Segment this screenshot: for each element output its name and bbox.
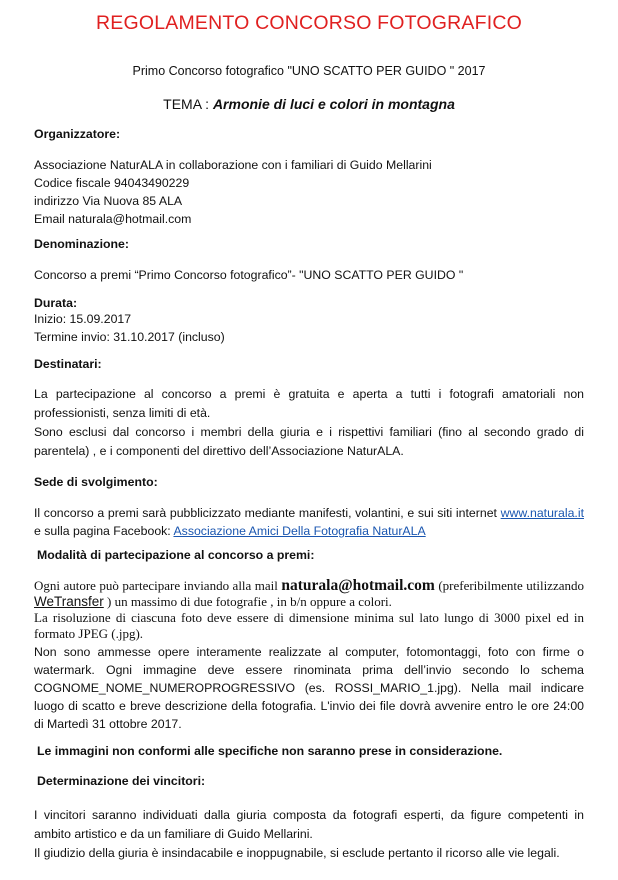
document-subtitle: Primo Concorso fotografico "UNO SCATTO PER GUIDO " 2017 [132,64,486,78]
duration-end: Termine invio: 31.10.2017 (incluso) [34,330,225,344]
winners-paragraph: I vincitori saranno individuati dalla giuria composta da fotografi esperti, da figure competenti in ambito artistico e da un familiare di Guido Mellarini. [34,808,584,841]
venue-heading: Sede di svolgimento: [34,475,158,489]
participation-paragraph [34,578,584,610]
document-title: REGOLAMENTO CONCORSO FOTOGRAFICO [95,12,523,34]
participation-rules: Non sono ammesse opere interamente realizzate al computer, fotomontaggi, foto con firme o watermark. Ogni immagine deve essere rinominata prima dell’invio secondo lo schema COGNOME_NOME_NUMEROPROGRESSIVO (es. ROSSI_MARIO_1.jpg). Nella mail indicare luogo di scatto e breve descrizione della fotografia. L'invio dei file dovrà avvenire entro le ore 24:00 di Martedì 31 ottobre 2017. [34,645,584,731]
duration-details [34,310,225,346]
recipients-paragraph: Sono esclusi dal concorso i membri della giuria e i rispettivi familiari (fino al secondo grado di parentela) , e i componenti del direttivo dell’Associazione NaturALA. [34,425,584,458]
recipients-paragraph: La partecipazione al concorso a premi è gratuita e aperta a tutti i fotografi amatoriali non professionisti, senza limiti di età. [34,387,584,420]
facebook-page-link[interactable]: Associazione Amici Della Fotografia NaturALA [173,524,426,538]
duration-start: Inizio: 15.09.2017 [34,312,132,326]
organizer-line: Associazione NaturALA in collaborazione con i familiari di Guido Mellarini [34,158,432,172]
winners-paragraph: Il giudizio della giuria è insindacabile e inoppugnabile, si esclude pertanto il ricorso alle vie legali. [34,846,560,860]
theme-value: Armonie di luci e colori in montagna [212,96,455,112]
denomination-heading: Denominazione: [34,237,129,251]
winners-text [34,806,584,863]
participation-text-mid: (preferibilmente utilizzando [434,578,584,593]
venue-text-mid: e sulla pagina Facebook: [34,524,174,538]
theme-label: TEMA : [163,96,213,112]
organizer-line: Codice fiscale 94043490229 [34,176,190,190]
participation-text-end: ) un massimo di due fotografie , in b/n oppure a colori. [103,594,392,609]
duration-heading: Durata: [34,296,78,310]
compliance-notice: Le immagini non conformi alle specifiche non saranno prese in considerazione. [37,744,503,758]
organizer-line: indirizzo Via Nuova 85 ALA [34,194,183,208]
wetransfer-text: WeTransfer [34,594,104,609]
website-link[interactable]: www.naturala.it [500,506,584,520]
denomination-text: Concorso a premi “Primo Concorso fotografico”- "UNO SCATTO PER GUIDO " [34,268,464,282]
venue-text [34,504,584,540]
recipients-text [34,385,584,461]
venue-text-start: Il concorso a premi sarà pubblicizzato mediante manifesti, volantini, e sui siti internet [34,506,501,520]
theme-line [0,96,618,112]
organizer-details [34,156,432,228]
organizer-heading: Organizzatore: [34,127,121,141]
participation-text [34,578,584,642]
participation-heading: Modalità di partecipazione al concorso a premi: [37,548,315,562]
participation-paragraph: La risoluzione di ciascuna foto deve essere di dimensione minima sul lato lungo di 3000 pixel ed in formato JPEG (.jpg). [34,610,584,641]
organizer-line: Email naturala@hotmail.com [34,212,192,226]
participation-text-start: Ogni autore può partecipare inviando alla mail [34,578,282,593]
contact-email: naturala@hotmail.com [281,577,435,594]
winners-heading: Determinazione dei vincitori: [37,774,206,788]
recipients-heading: Destinatari: [34,357,102,371]
